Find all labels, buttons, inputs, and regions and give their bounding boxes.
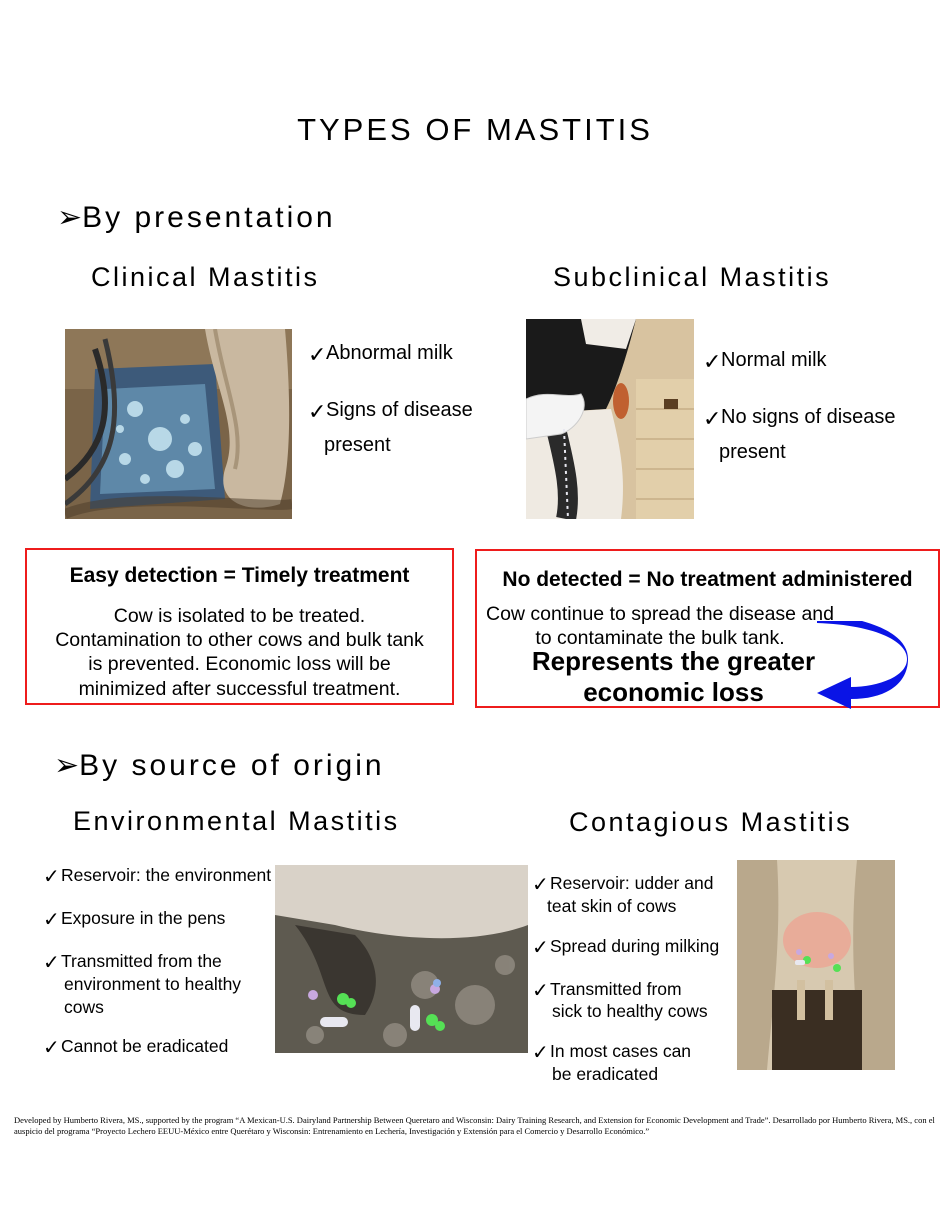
checkmark-icon: ✓ <box>532 1042 549 1064</box>
environmental-bullet-list <box>43 864 278 1061</box>
arrow-bullet-icon: ➢ <box>57 201 83 234</box>
list-item <box>308 336 508 375</box>
clinical-heading: Clinical Mastitis <box>91 262 320 292</box>
checkmark-icon: ✓ <box>43 1037 60 1060</box>
bullet-text: Transmitted from the environment to healthy cows <box>61 951 242 1017</box>
clinical-box-title: Easy detection = Timely treatment <box>69 564 410 587</box>
list-item <box>703 343 933 382</box>
subclinical-heading: Subclinical Mastitis <box>553 262 832 292</box>
checkmark-icon: ✓ <box>532 979 549 1002</box>
bullet-text: In most cases can be eradicated <box>550 1041 692 1084</box>
contagious-mastitis-photo <box>737 860 895 1070</box>
checkmark-icon: ✓ <box>43 952 60 974</box>
arrow-bullet-icon: ➢ <box>54 749 80 782</box>
list-item <box>43 1035 278 1061</box>
list-item <box>43 950 278 1018</box>
checkmark-icon: ✓ <box>532 874 549 896</box>
list-item <box>532 872 732 918</box>
subclinical-bullet-list <box>703 343 933 488</box>
subclinical-box-emphasis: Represents the greater economic loss <box>531 646 816 708</box>
checkmark-icon: ✓ <box>308 342 327 367</box>
bullet-text: Reservoir: the environment <box>61 865 272 885</box>
subclinical-box-body: Cow continue to spread the disease and to contaminate the bulk tank. <box>486 603 834 650</box>
clinical-mastitis-photo <box>65 329 292 519</box>
list-item <box>532 1040 732 1086</box>
bullet-text: Cannot be eradicated <box>61 1036 229 1057</box>
checkmark-icon: ✓ <box>43 866 60 888</box>
checkmark-icon: ✓ <box>308 398 327 424</box>
environmental-heading: Environmental Mastitis <box>73 806 400 836</box>
page-title: TYPES OF MASTITIS <box>297 112 653 147</box>
bullet-text: Spread during milking <box>550 935 720 956</box>
checkmark-icon: ✓ <box>703 349 722 374</box>
bullet-text: Abnormal milk <box>326 342 453 364</box>
checkmark-icon: ✓ <box>43 909 60 931</box>
bullet-text: Transmitted from sick to healthy cows <box>550 978 708 1022</box>
list-item <box>532 935 732 961</box>
footer-credits: Developed by Humberto Rivera, MS., supported by the program “A Mexican-U.S. Dairyland Partnership Between Queretaro and Wisconsin: Dairy Training Research, and Extension for Economic Development and Trade”. Desarrollado por Humberto Rivera, MS., con el auspicio del programa “Proyecto Lechero EEUU-México entre Querétaro y Wisconsin: Entrenamiento en Lechería, Investigación y Extensión para el Comercio y Desarrollo Económico.” <box>14 1115 935 1136</box>
curved-arrow-icon <box>815 621 910 711</box>
environmental-mastitis-photo <box>275 865 528 1053</box>
section-heading-presentation <box>57 200 336 235</box>
subclinical-summary-box <box>475 549 940 708</box>
contagious-heading: Contagious Mastitis <box>569 807 853 837</box>
checkmark-icon: ✓ <box>532 936 549 959</box>
clinical-summary-box <box>25 548 454 705</box>
list-item <box>43 907 278 933</box>
subclinical-mastitis-photo <box>526 319 694 519</box>
section-heading-origin <box>54 748 385 783</box>
contagious-bullet-list <box>532 872 732 1086</box>
list-item <box>43 864 278 890</box>
section-heading-text: By source of origin <box>79 749 385 782</box>
subclinical-box-title: No detected = No treatment administered <box>502 568 913 591</box>
section-heading-text: By presentation <box>82 201 336 234</box>
list-item <box>703 400 933 470</box>
bullet-text: Normal milk <box>721 349 827 371</box>
bullet-text: Signs of disease present <box>324 398 473 456</box>
clinical-box-body: Cow is isolated to be treated. Contamination to other cows and bulk tank is prevented. Economic loss will be minimized after successful treatment. <box>55 605 424 700</box>
list-item <box>532 978 732 1024</box>
clinical-bullet-list <box>308 336 508 481</box>
checkmark-icon: ✓ <box>703 405 722 431</box>
bullet-text: Reservoir: udder and teat skin of cows <box>547 873 714 916</box>
bullet-text: Exposure in the pens <box>61 908 226 928</box>
bullet-text: No signs of disease present <box>719 405 896 463</box>
list-item <box>308 393 508 463</box>
